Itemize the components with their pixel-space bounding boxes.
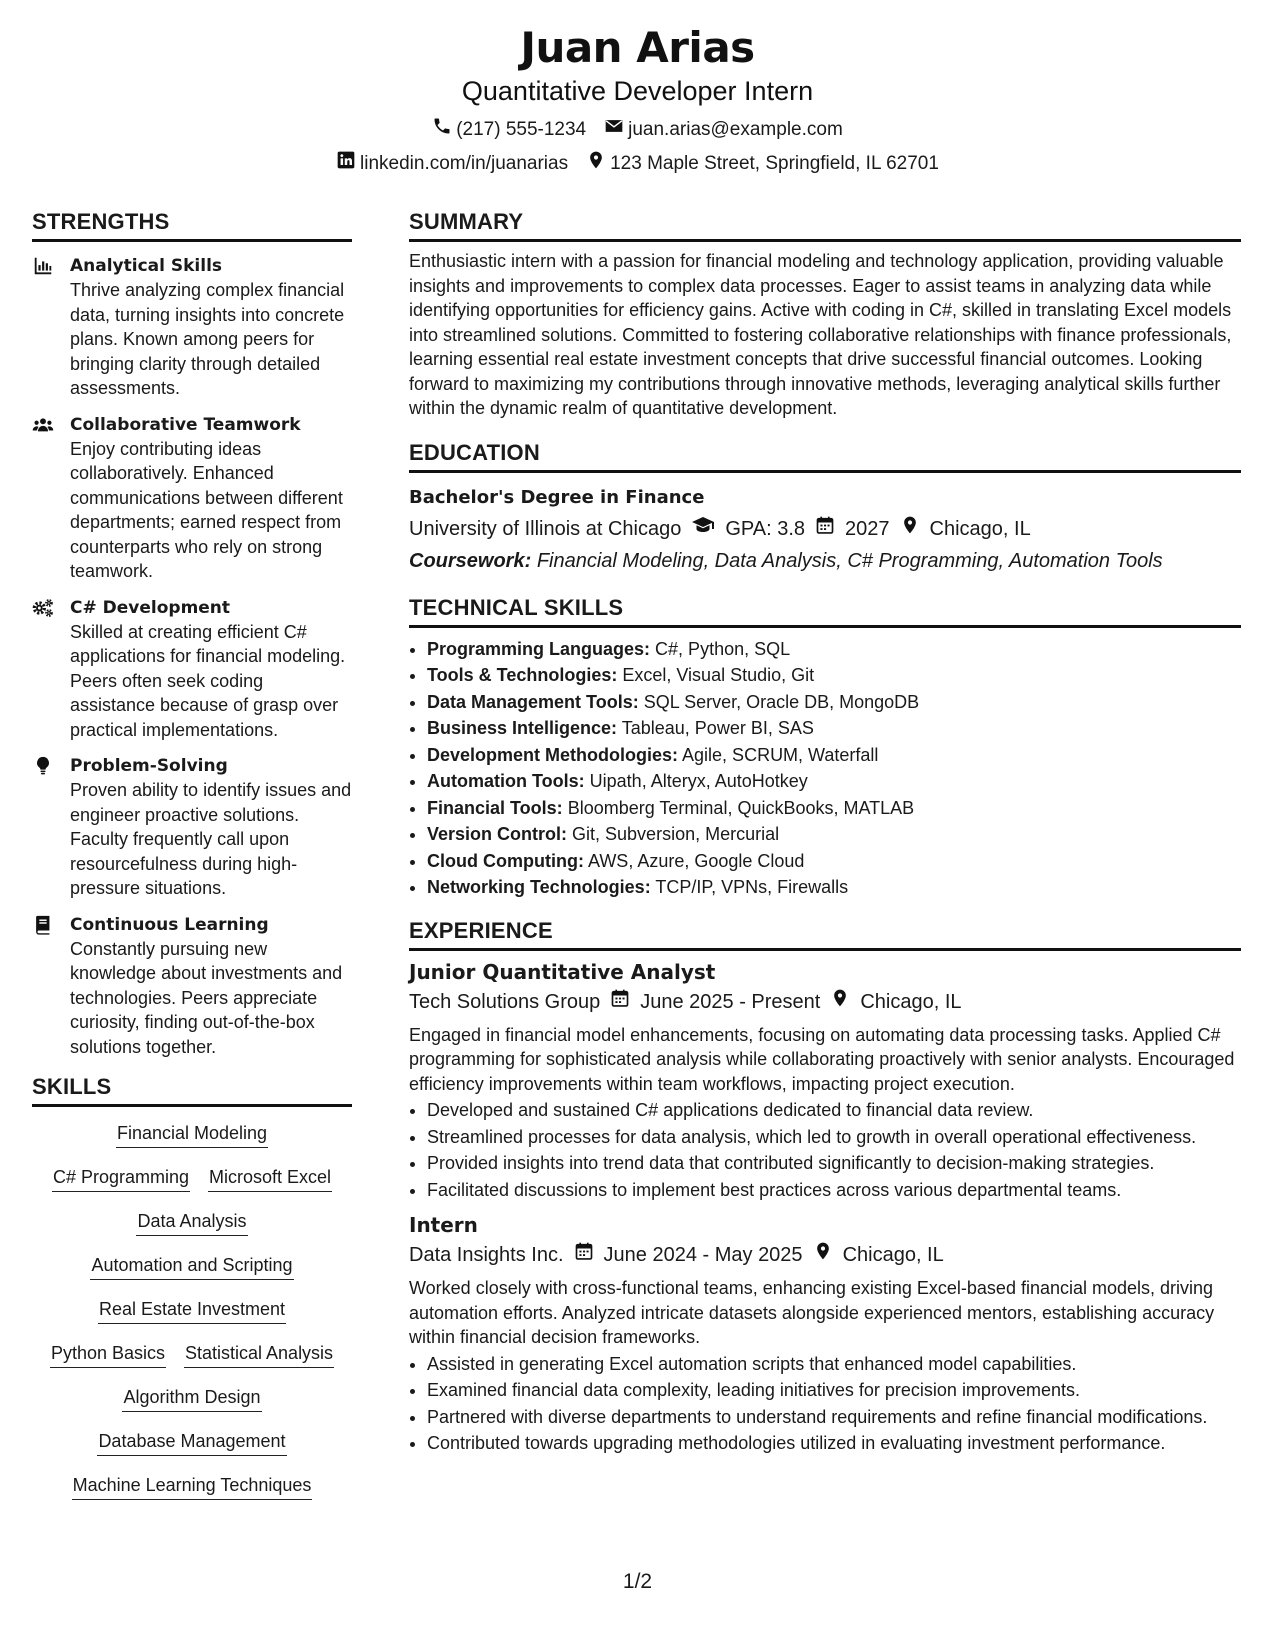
contact-row-1 — [0, 116, 1275, 143]
contact-row-2 — [0, 150, 1275, 177]
coursework-line — [409, 546, 1241, 576]
skill-line — [32, 1253, 352, 1280]
summary-text: Enthusiastic intern with a passion for financial modeling and technology application, providing valuable insights and improvements to complex data processes. Eager to assist teams in analyzing data while identifying opportunities for efficiency gains. Active with coding in C#, skilled in translating Excel models into streamlined solutions. Committed to fostering collaborative relationships with finance professionals, learning essential real estate investment concepts that drive successful financial outcomes. Looking forward to maximizing my contributions through innovative methods, leveraging analytical skills further within the dynamic realm of quantitative development. — [409, 251, 1232, 418]
dates-meta — [610, 987, 820, 1017]
tech-value: Uipath, Alteryx, AutoHotkey — [589, 771, 808, 791]
job-title: Intern — [409, 1213, 478, 1237]
dates-text: June 2025 - Present — [640, 990, 821, 1013]
education-heading: EDUCATION — [409, 439, 1241, 473]
tech-label: Tools & Technologies: — [427, 665, 618, 685]
linkedin-icon — [336, 150, 356, 177]
skills-heading: SKILLS — [32, 1073, 352, 1107]
candidate-name: Juan Arias — [520, 23, 755, 72]
strength-title: Problem-Solving — [70, 756, 228, 776]
address-text: 123 Maple Street, Springfield, IL 62701 — [610, 152, 939, 174]
tech-value: Bloomberg Terminal, QuickBooks, MATLAB — [567, 797, 915, 818]
tech-label: Networking Technologies: — [427, 877, 651, 897]
location-text: Chicago, IL — [860, 990, 962, 1013]
tech-value: Git, Subversion, Mercurial — [572, 824, 780, 844]
strength-title: C# Development — [70, 597, 231, 618]
location-text: Chicago, IL — [929, 518, 1031, 540]
tech-value: SQL Server, Oracle DB, MongoDB — [643, 691, 920, 712]
envelope-icon — [604, 116, 624, 143]
list-item: • Contributed towards upgrading methodologies utilized in evaluating investment performance. — [427, 1431, 1241, 1456]
tech-value: Tableau, Power BI, SAS — [621, 718, 814, 738]
tech-label: Data Management Tools: — [427, 691, 639, 712]
phone-contact — [432, 116, 586, 143]
strength-item — [32, 413, 352, 584]
phone-icon — [432, 116, 452, 143]
job-description: Engaged in financial model enhancements, focusing on automating data processing tasks. Applied C# programming for sophisticated analysis while collaborating proactively with senior analysts. Encouraged efficiency improvements within team workflows, impacting project execution. — [409, 1024, 1235, 1094]
list-item — [427, 689, 1241, 716]
location-pin-icon — [830, 987, 850, 1017]
tech-label: Version Control: — [427, 824, 568, 844]
location-pin-icon — [586, 150, 606, 177]
skill-line — [32, 1385, 352, 1412]
strength-title: Continuous Learning — [70, 914, 269, 935]
calendar-icon — [610, 987, 630, 1017]
tech-value: Agile, SCRUM, Waterfall — [682, 744, 879, 765]
gpa-meta — [691, 513, 805, 546]
list-item: • Developed and sustained C# applications dedicated to financial data review. — [427, 1098, 1241, 1123]
skill-tag: Real Estate Investment — [98, 1297, 286, 1324]
skill-tag: Microsoft Excel — [208, 1165, 332, 1192]
address-contact — [586, 150, 939, 177]
email-text: juan.arias@example.com — [628, 118, 843, 140]
page-number: 1/2 — [622, 1570, 653, 1593]
skill-tag: Database Management — [97, 1429, 286, 1456]
gears-icon — [32, 597, 56, 619]
skill-line — [32, 1341, 352, 1368]
strength-desc: Proven ability to identify issues and engineer proactive solutions. Faculty frequently call upon resourcefulness during high-pressure situations. — [70, 780, 352, 898]
list-item — [427, 795, 1241, 822]
education-meta — [409, 513, 1241, 546]
job-entry — [409, 1210, 1241, 1456]
email-contact — [604, 116, 843, 143]
strength-desc: Constantly pursuing new knowledge about investments and technologies. Peers appreciate curiosity, finding out-of-the-box solutions together. — [70, 938, 343, 1057]
location-pin-icon — [900, 514, 920, 544]
skill-tag: Python Basics — [50, 1341, 166, 1368]
job-title: Junior Quantitative Analyst — [409, 959, 716, 984]
dates-text: June 2024 - May 2025 — [603, 1244, 803, 1266]
list-item: • Assisted in generating Excel automation scripts that enhanced model capabilities. — [427, 1352, 1241, 1377]
list-item: • Provided insights into trend data that contributed significantly to decision-making strategies. — [427, 1151, 1241, 1176]
tech-label: Business Intelligence: — [427, 718, 618, 738]
tech-label: Development Methodologies: — [427, 744, 679, 765]
location-meta — [813, 1240, 944, 1270]
list-item — [427, 848, 1241, 875]
linkedin-text: linkedin.com/in/juanarias — [360, 152, 569, 174]
year-meta — [815, 514, 890, 544]
job-meta — [409, 1240, 1241, 1270]
skill-tag: Algorithm Design — [122, 1385, 261, 1412]
graduation-cap-icon — [691, 513, 715, 546]
company-name: Tech Solutions Group — [409, 990, 601, 1013]
skill-line — [32, 1121, 352, 1148]
location-text: Chicago, IL — [842, 1244, 944, 1266]
job-entry — [409, 957, 1241, 1203]
strength-item — [32, 596, 352, 743]
location-meta — [830, 987, 961, 1017]
coursework-text: Financial Modeling, Data Analysis, C# Programming, Automation Tools — [536, 549, 1163, 572]
tech-label: Programming Languages: — [427, 638, 651, 659]
strengths-list — [32, 254, 352, 1059]
company-name: Data Insights Inc. — [409, 1244, 564, 1266]
lightbulb-icon — [32, 755, 56, 777]
tech-value: C#, Python, SQL — [655, 638, 791, 659]
tech-label: Financial Tools: — [427, 797, 563, 818]
experience-heading: EXPERIENCE — [409, 917, 1241, 951]
strength-item — [32, 913, 352, 1060]
summary-heading: SUMMARY — [409, 208, 1241, 242]
linkedin-contact — [336, 150, 568, 177]
tech-value: Excel, Visual Studio, Git — [622, 665, 815, 685]
skill-line — [32, 1209, 352, 1236]
skill-line — [32, 1429, 352, 1456]
school-name: University of Illinois at Chicago — [409, 518, 682, 540]
strength-title: Analytical Skills — [70, 256, 223, 276]
tech-label: Automation Tools: — [427, 771, 585, 791]
chart-icon — [32, 255, 56, 277]
list-item — [427, 636, 1241, 663]
strength-item — [32, 754, 352, 901]
tech-value: AWS, Azure, Google Cloud — [587, 850, 805, 871]
skill-tag: Financial Modeling — [116, 1121, 268, 1148]
strength-item — [32, 254, 352, 401]
right-column — [409, 208, 1241, 1458]
degree-name: Bachelor's Degree in Finance — [409, 486, 705, 508]
list-item: • Partnered with diverse departments to understand requirements and refine financial modifications. — [427, 1405, 1241, 1430]
list-item — [427, 874, 1241, 901]
candidate-title: Quantitative Developer Intern — [461, 76, 814, 106]
skills-tag-list — [32, 1121, 352, 1500]
list-item — [427, 768, 1241, 795]
job-bullets — [409, 1352, 1241, 1456]
list-item: • Facilitated discussions to implement best practices across various departmental teams. — [427, 1178, 1241, 1203]
skill-line — [32, 1473, 352, 1500]
list-item — [427, 821, 1241, 848]
year-text: 2027 — [845, 518, 890, 540]
location-pin-icon — [813, 1240, 833, 1270]
list-item — [427, 662, 1241, 689]
list-item: • Streamlined processes for data analysis, which led to growth in overall operational effectiveness. — [427, 1125, 1241, 1150]
resume-header — [0, 22, 1275, 177]
skill-tag: Machine Learning Techniques — [72, 1473, 313, 1500]
left-column — [32, 208, 352, 1517]
skill-tag: C# Programming — [52, 1165, 190, 1192]
skill-line — [32, 1165, 352, 1192]
book-icon — [32, 914, 56, 936]
skill-tag: Data Analysis — [136, 1209, 247, 1236]
strengths-heading: STRENGTHS — [32, 208, 352, 242]
calendar-icon — [815, 514, 835, 544]
tech-label: Cloud Computing: — [427, 850, 584, 871]
skill-tag: Automation and Scripting — [90, 1253, 293, 1280]
calendar-icon — [574, 1240, 594, 1270]
job-bullets — [409, 1098, 1241, 1202]
list-item — [427, 715, 1241, 742]
coursework-label: Coursework: — [409, 549, 532, 572]
users-icon — [32, 414, 56, 436]
strength-desc: Skilled at creating efficient C# applications for financial modeling. Peers often seek coding assistance because of grasp over practical implementations. — [70, 621, 346, 740]
list-item: • Examined financial data complexity, leading initiatives for precision improvements. — [427, 1378, 1241, 1403]
technical-skills-heading: TECHNICAL SKILLS — [409, 594, 1241, 628]
skill-line — [32, 1297, 352, 1324]
skill-tag: Statistical Analysis — [184, 1341, 334, 1368]
tech-value: TCP/IP, VPNs, Firewalls — [655, 877, 849, 897]
strength-desc: Enjoy contributing ideas collaboratively. Enhanced communications between different departments; earned respect from counterparts who rely on strong teamwork. — [70, 438, 343, 581]
location-meta — [900, 514, 1031, 544]
strength-title: Collaborative Teamwork — [70, 414, 301, 435]
strength-desc: Thrive analyzing complex financial data, turning insights into concrete plans. Known among peers for bringing clarity through detailed assessments. — [70, 280, 345, 398]
education-entry — [409, 483, 1241, 576]
dates-meta — [574, 1240, 803, 1270]
list-item — [427, 742, 1241, 769]
job-description: Worked closely with cross-functional teams, enhancing existing Excel-based financial models, driving automation efforts. Analyzed intricate datasets alongside experienced mentors, establishing accuracy within financial decision frameworks. — [409, 1278, 1215, 1347]
job-meta — [409, 987, 1241, 1017]
technical-skills-list — [409, 636, 1241, 901]
gpa-text: GPA: 3.8 — [725, 518, 806, 540]
phone-text: (217) 555-1234 — [456, 118, 587, 140]
